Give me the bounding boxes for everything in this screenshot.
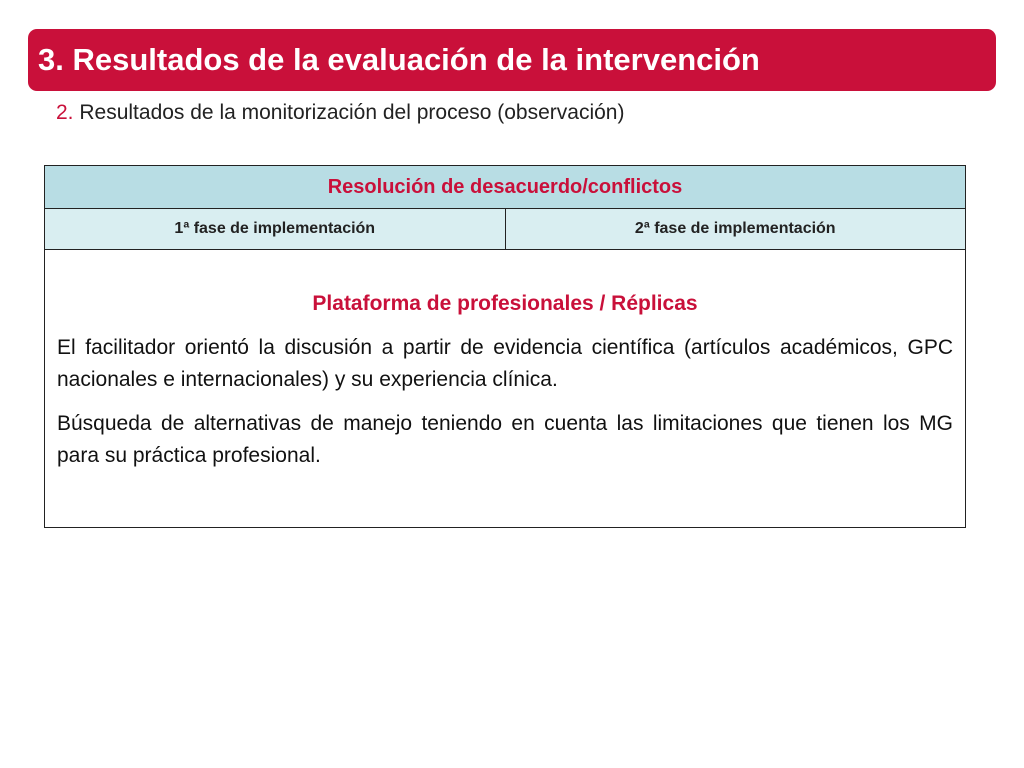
body-paragraph-1: El facilitador orientó la discusión a partir de evidencia científica (artículos académicos, GPC nacionales e internacionales) y su experiencia clínica. <box>57 336 953 391</box>
results-table <box>44 165 966 528</box>
body-paragraph-2: Búsqueda de alternativas de manejo teniendo en cuenta las limitaciones que tienen los MG para su práctica profesional. <box>57 412 953 467</box>
subtitle-text: Resultados de la monitorización del proceso (observación) <box>79 101 625 124</box>
table-header: Resolución de desacuerdo/conflictos <box>45 166 966 209</box>
phase-1-header: 1ª fase de implementación <box>45 209 506 250</box>
subtitle <box>56 101 624 125</box>
title-bar <box>28 29 996 91</box>
body-heading: Plataforma de profesionales / Réplicas <box>312 292 698 315</box>
phase-row <box>45 209 966 250</box>
table-body-row <box>45 250 966 528</box>
subtitle-number: 2. <box>56 101 74 124</box>
table-body-cell <box>45 250 966 528</box>
slide-title: 3. Resultados de la evaluación de la intervención <box>38 42 760 77</box>
table-header-row <box>45 166 966 209</box>
phase-2-header: 2ª fase de implementación <box>505 209 966 250</box>
